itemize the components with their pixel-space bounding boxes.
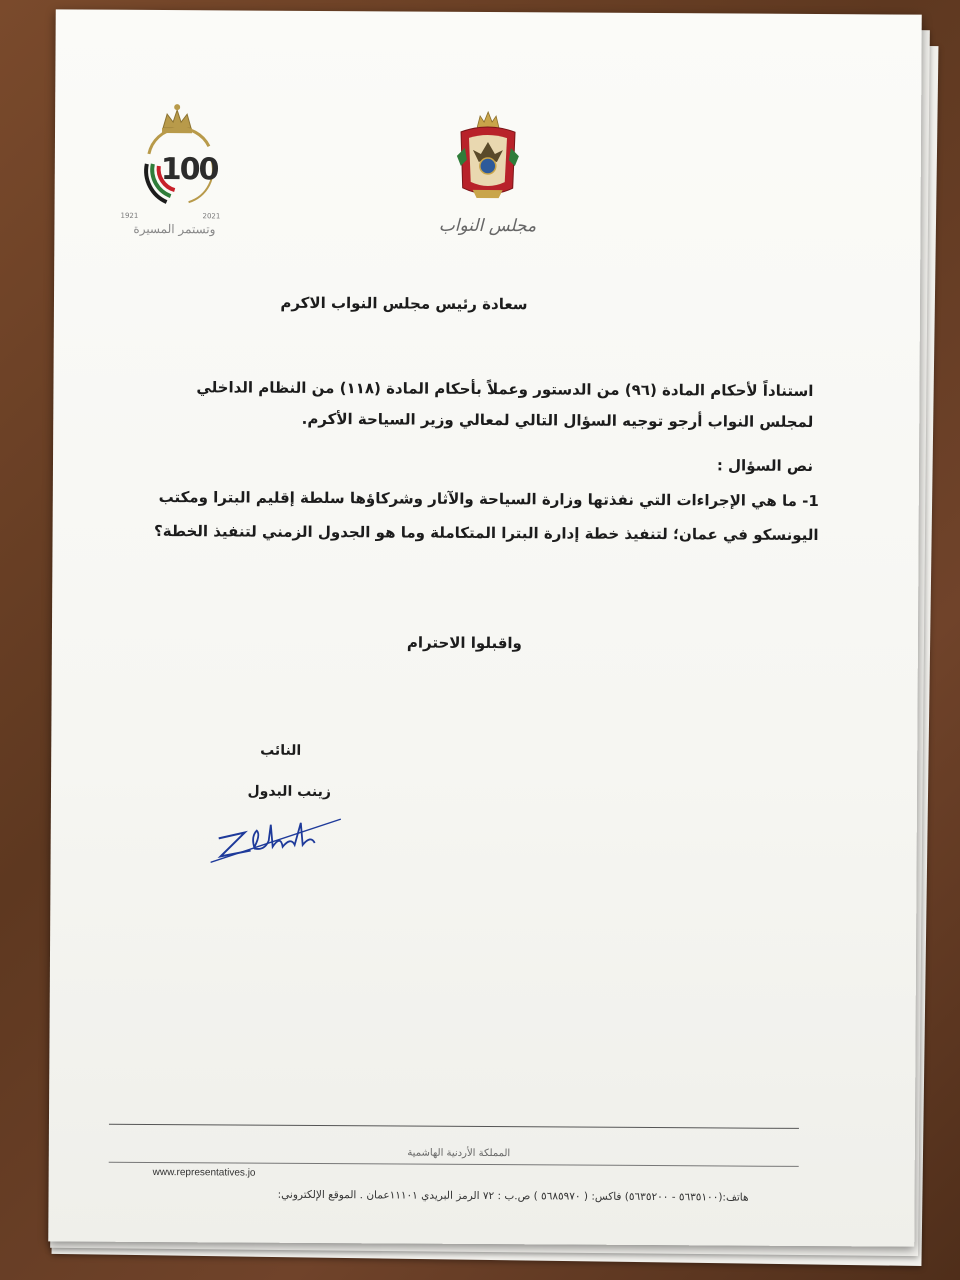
jordan-emblem xyxy=(453,108,524,204)
footer-contact: هاتف:(٥٦٣٥١٠٠ - ٥٦٣٥٢٠٠) فاكس: ( ٥٦٨٥٩٧٠ ) ص.ب : ٧٢ الرمز البريدي ١١١٠١عمان . الموقع الإلكتروني: xyxy=(277,1188,749,1204)
letter-page xyxy=(48,9,922,1246)
signer-title: النائب xyxy=(260,742,302,759)
centenary-year-end: 2021 xyxy=(202,212,221,221)
coat-of-arms-icon xyxy=(453,108,524,204)
signer-name: زينب البدول xyxy=(247,783,332,801)
footer-bottom-rule xyxy=(109,1162,799,1167)
centenary-number: 100 xyxy=(160,152,218,188)
centenary-caption: وتستمر المسيرة xyxy=(133,221,216,237)
footer-kingdom: المملكة الأردنية الهاشمية xyxy=(407,1147,511,1160)
footer-top-rule xyxy=(109,1124,799,1129)
salutation: سعادة رئيس مجلس النواب الاكرم xyxy=(280,293,528,314)
footer-website: www.representatives.jo xyxy=(152,1166,256,1179)
handwritten-signature xyxy=(211,810,351,867)
letter-paragraph: استناداً لأحكام المادة (٩٦) من الدستور وعملاً بأحكام المادة (١١٨) من النظام الداخلي لمجلس النواب أرجو توجيه السؤال التالي لمعالي وزير السياحة الأكرم. xyxy=(196,378,814,432)
question-1: 1- ما هي الإجراءات التي نفذتها وزارة السياحة والآثار وشركاؤها سلطة إقليم البترا ومكتب اليونسكو في عمان؛ لتنفيذ خطة إدارة البترا المتكاملة وما هو الجدول الزمني لتنفيذ الخطة؟ xyxy=(154,488,819,545)
question-heading: نص السؤال : xyxy=(716,456,814,476)
closing-line: واقبلوا الاحترام xyxy=(406,633,522,653)
centenary-year-start: 1921 xyxy=(120,211,139,220)
council-caption: مجلس النواب xyxy=(438,215,537,237)
